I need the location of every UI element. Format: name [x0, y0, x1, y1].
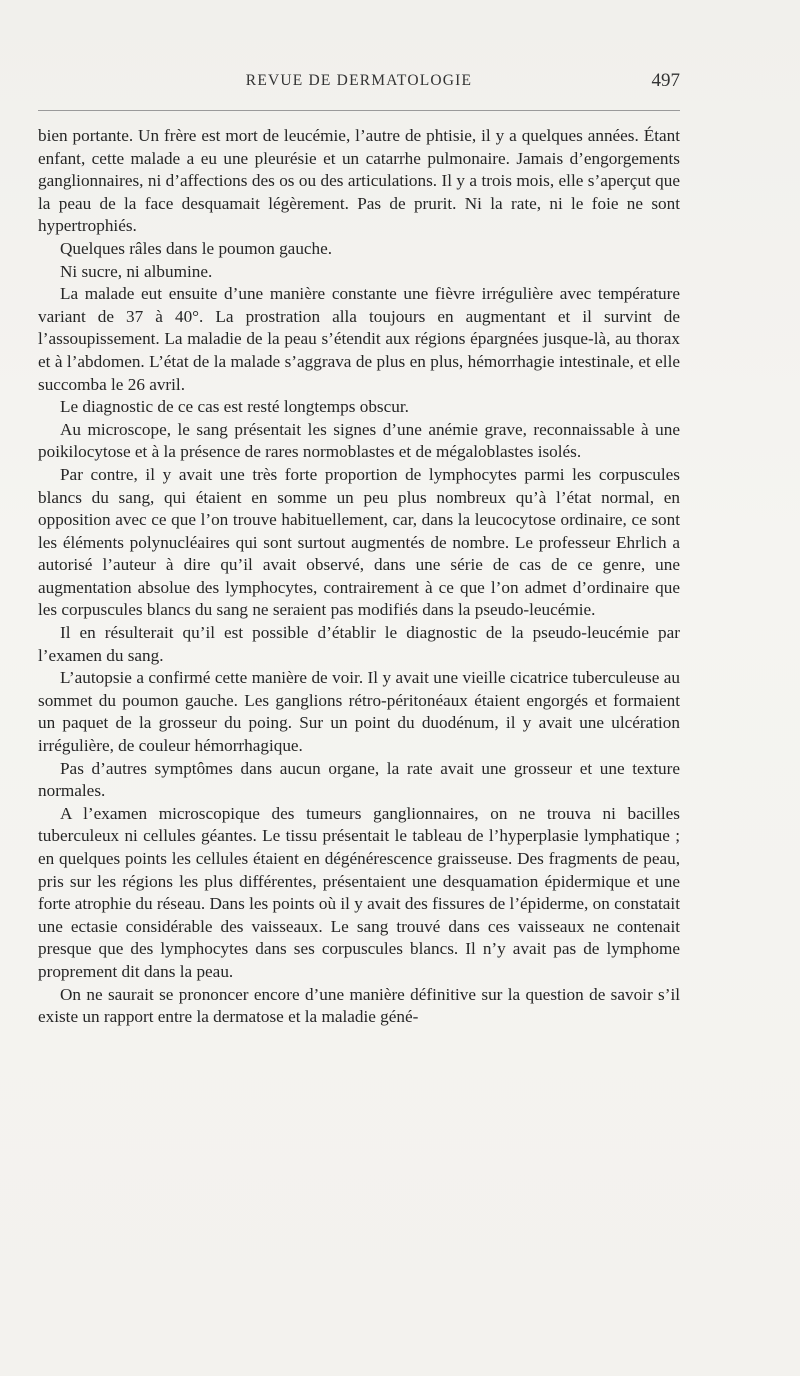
paragraph: A l’examen microscopique des tumeurs ganglionnaires, on ne trouva ni bacilles tuberculeux ni cellules géantes. Le tissu présentait le tableau de l’hyperplasie lymphatique ; en quelques points les cellules étaient en dégénérescence graisseuse. Des fragments de peau, pris sur les régions les plus différentes, présentaient une desquamation épidermique et une forte atrophie du réseau. Dans les points où il y avait des fissures de l’épiderme, on constatait une ectasie considérable des vaisseaux. Le sang trouvé dans ces vaisseaux ne contenait presque que des lymphocytes dans ses corpuscules blancs. Il n’y avait pas de lymphome proprement dit dans la peau.	[38, 803, 680, 981]
paragraph: Quelques râles dans le poumon gauche.	[60, 238, 333, 258]
paragraph: On ne saurait se prononcer encore d’une manière définitive sur la question de savoir s’il existe un rapport entre la dermatose et la maladie géné-	[38, 984, 680, 1027]
paragraph: L’autopsie a confirmé cette manière de voir. Il y avait une vieille cicatrice tuberculeuse au sommet du poumon gauche. Les ganglions rétro-péritonéaux étaient engorgés et formaient un paquet de la grosseur du poing. Sur un point du duodénum, il y avait une ulcération irrégulière, de couleur hémorrhagique.	[38, 668, 680, 756]
header-rule	[38, 110, 680, 111]
paragraph: Pas d’autres symptômes dans aucun organe, la rate avait une grosseur et une texture normales.	[38, 758, 680, 801]
page-number: 497	[651, 70, 680, 91]
paragraph: Le diagnostic de ce cas est resté longtemps obscur.	[60, 397, 409, 417]
paragraph: Au microscope, le sang présentait les signes d’une anémie grave, reconnaissable à une poikilocytose et à la présence de rares normoblastes et de mégaloblastes isolés.	[38, 419, 680, 462]
paragraph: Par contre, il y avait une très forte proportion de lymphocytes parmi les corpuscules blancs du sang, qui étaient en somme un peu plus nombreux qu’à l’état normal, en opposition avec ce que l’on trouve habituellement, car, dans la leucocytose ordinaire, ce sont les éléments polynucléaires qui sont surtout augmentés de nombre. Le professeur Ehrlich a autorisé l’auteur à dire qu’il avait observé, dans une série de cas de ce genre, une augmentation absolue des lymphocytes, contrairement à ce que l’on admet d’ordinaire que les corpuscules blancs du sang ne seraient pas modifiés dans la pseudo-leucémie.	[38, 464, 680, 620]
body-text	[38, 125, 680, 1029]
paragraph: Il en résulterait qu’il est possible d’établir le diagnostic de la pseudo-leucémie par l’examen du sang.	[38, 623, 680, 665]
paragraph: La malade eut ensuite d’une manière constante une fièvre irrégulière avec température variant de 37 à 40°. La prostration alla toujours en augmentant et il survint de l’assoupissement. La maladie de la peau s’étendit aux régions épargnées jusque-là, au thorax et à l’abdomen. L’état de la malade s’aggrava de plus en plus, hémorrhagie intestinale, et elle succomba le 26 avril.	[38, 284, 680, 394]
paragraph: bien portante. Un frère est mort de leucémie, l’autre de phtisie, il y a quelques années. Étant enfant, cette malade a eu une pleurésie et un catarrhe pulmonaire. Jamais d’engorgements ganglionnaires, ni d’affections des os ou des articulations. Il y a trois mois, elle s’aperçut que la peau de la face desquamait légèrement. Pas de prurit. Ni la rate, ni le foie ne sont hypertrophiés.	[38, 126, 680, 236]
paragraph: Ni sucre, ni albumine.	[60, 261, 213, 281]
running-header	[38, 70, 680, 96]
running-title: REVUE DE DERMATOLOGIE	[245, 72, 473, 89]
